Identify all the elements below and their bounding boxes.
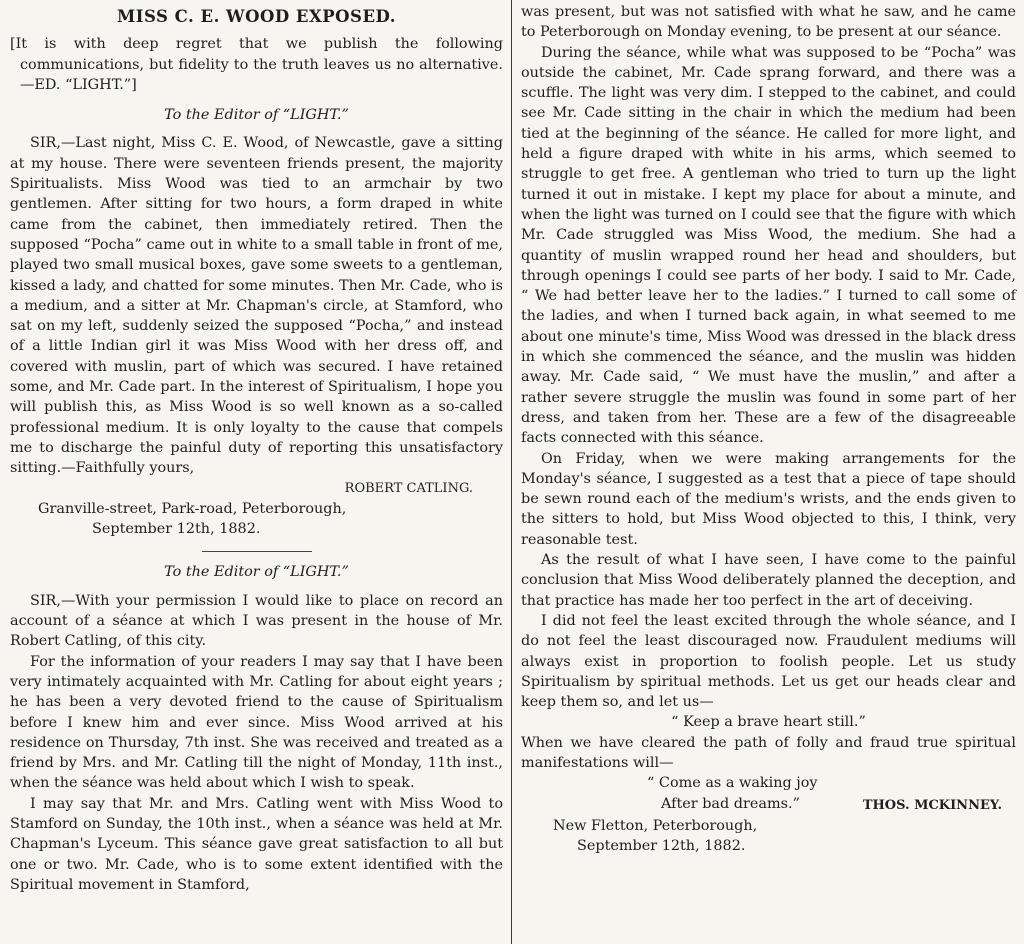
letter2-paragraph-7: I did not feel the least excited through the whole séance, and I do not feel the least discouraged now. Fraudulent mediums will always exist in proportion to foolish people. Let us study Spiritualism by spiritual methods. Let us get our heads clear and keep them so, and let us— (521, 612, 1016, 711)
letter2-paragraph-1: SIR,—With your permission I would like to place on record an account of a séance at which I was present in the house of Mr. Robert Catling, of this city. (10, 592, 503, 650)
letter2-signature: THOS. MCKINNEY. (862, 797, 1002, 813)
letter1-date: September 12th, 1882. (92, 521, 261, 538)
letter2-paragraph-4: During the séance, while what was supposed to be “Pocha” was outside the cabinet, Mr. Cade sprang forward, and there was a scuffle. The light was very dim. I stepped to the cabinet, and could see Mr. Cade sitting in the chair in which the medium had been tied at the beginning of the séance. He called for more light, and held a figure draped with white in his arms, which seemed to struggle to get free. A gentleman who tried to turn up the light turned it out in mistake. I kept my place for about a minute, and when the light was turned on I could see that the figure with which Mr. Cade struggled was Miss Wood, the medium. She had a quantity of muslin wrapped round her head and shoulders, but through openings I could see parts of her body. I said to Mr. Cade, “ We had better leave her to the ladies.” I turned to call some of the ladies, and when I turned back again, in what seemed to me about one minute's time, Miss Wood was dressed in the black dress in which she commenced the séance, and the muslin was hidden away. Mr. Cade said, “ We must have the muslin,” and after a rather severe struggle the muslin was found in some part of her dress, and taken from her. These are a few of the disagreeable facts connected with this séance. (521, 44, 1016, 447)
letter2-paragraph-6: As the result of what I have seen, I have come to the painful conclusion that Miss Wood deliberately planned the deception, and that practice has made her too perfect in the art of deceiving. (521, 552, 1016, 609)
section-divider (202, 551, 312, 552)
left-column (10, 0, 503, 895)
editor-note: [It is with deep regret that we publish the following communications, but fidelity to the truth leaves us no alternative.—ED. “LIGHT.”] (10, 36, 503, 93)
quote-waking-joy-line2: After bad dreams.” (661, 795, 800, 812)
column-rule (511, 0, 512, 944)
right-column (521, 0, 1016, 857)
letter1-body: SIR,—Last night, Miss C. E. Wood, of Newcastle, gave a sitting at my house. There were seventeen friends present, the majority Spiritualists. Miss Wood was tied to an armchair by two gentlemen. After sitting for two hours, a form draped in white came from the cabinet, then immediately retired. Then the supposed “Pocha” came out in white to a small table in front of me, played two small musical boxes, gave some sweets to a gentleman, kissed a lady, and chatted for some minutes. Then Mr. Cade, who is a medium, and a sitter at Mr. Chapman's circle, at Stamford, who sat on my left, suddenly seized the supposed “Pocha,” and instead of a little Indian girl it was Miss Wood with her dress off, and covered with muslin, part of which was secured. I have retained some, and Mr. Cade part. In the interest of Spiritualism, I hope you will publish this, as Miss Wood is so well known as a so-called professional medium. It is only loyalty to the cause that compels me to discharge the painful duty of reporting this unsatisfactory sitting.—Faithfully yours, (10, 135, 503, 477)
letter1-heading: To the Editor of “LIGHT.” (164, 107, 349, 124)
letter2-paragraph-3: I may say that Mr. and Mrs. Catling went with Miss Wood to Stamford on Sunday, the 10th inst., when a séance was held at Mr. Chapman's Lyceum. This séance gave great satisfaction to all but one or two. Mr. Cade, who is to some extent identified with the Spiritual movement in Stamford, (10, 795, 503, 893)
letter2-address: New Fletton, Peterborough, (553, 818, 758, 835)
quote-waking-joy-line1: “ Come as a waking joy (647, 775, 818, 792)
letter2-paragraph-3-continued: was present, but was not satisfied with what he saw, and he came to Peterborough on Monday evening, to be present at our séance. (521, 4, 1016, 41)
quote-brave-heart: “ Keep a brave heart still.” (671, 714, 866, 731)
letter1-signature: ROBERT CATLING. (344, 480, 473, 496)
letter2-paragraph-5: On Friday, when we were making arrangements for the Monday's séance, I suggested as a test that a piece of tape should be sewn round each of the medium's wrists, and the ends given to the sitters to hold, but Miss Wood objected to this, I think, very reasonable test. (521, 450, 1016, 548)
letter2-paragraph-8: When we have cleared the path of folly and fraud true spiritual manifestations will— (521, 734, 1016, 771)
article-title: MISS C. E. WOOD EXPOSED. (116, 7, 397, 26)
letter2-paragraph-2: For the information of your readers I may say that I have been very intimately acquainted with Mr. Catling for about eight years ; he has been a very devoted friend to the cause of Spiritualism before I knew him and ever since. Miss Wood arrived at his residence on Thursday, 7th inst. She was received and treated as a friend by Mrs. and Mr. Catling till the night of Monday, 11th inst., when the séance was held about which I wish to speak. (10, 653, 503, 792)
letter1-address: Granville-street, Park-road, Peterborough, (38, 500, 347, 517)
letter2-date: September 12th, 1882. (577, 838, 746, 855)
letter2-heading: To the Editor of “LIGHT.” (164, 564, 349, 581)
